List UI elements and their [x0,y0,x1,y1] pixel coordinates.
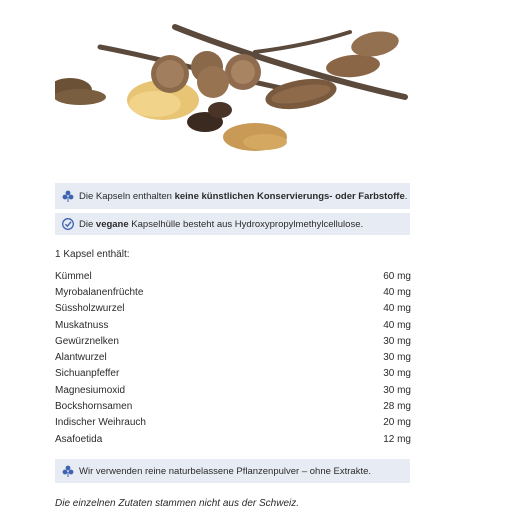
ingredient-amount: 30 mg [383,352,411,364]
ingredient-name: Muskatnuss [55,319,109,331]
ingredient-amount: 30 mg [383,368,411,380]
note-text: Die vegane Kapselhülle besteht aus Hydroxypropylmethylcellulose. [79,218,364,230]
ingredient-row [55,333,411,349]
ingredient-row [55,366,411,382]
ingredient-name: Bockshornsamen [55,401,133,413]
note-text: Die Kapseln enthalten keine künstlichen Konservierungs- oder Farbstoffe. [79,190,408,202]
ingredients-intro: 1 Kapsel enthält: [55,249,130,260]
ingredient-name: Sichuanpfeffer [55,368,120,380]
ingredient-amount: 28 mg [383,401,411,413]
vegan-check-icon [62,218,74,230]
leaf-icon [62,465,74,477]
spices-illustration [55,22,411,162]
ingredient-row [55,317,411,333]
ingredient-amount: 30 mg [383,335,411,347]
ingredient-row [55,382,411,398]
ingredient-row [55,301,411,317]
ingredient-name: Gewürznelken [55,335,119,347]
ingredient-name: Myrobalanenfrüchte [55,286,144,298]
info-note-pure-powders [55,459,410,483]
ingredient-amount: 12 mg [383,433,411,445]
ingredient-row [55,398,411,414]
origin-footnote: Die einzelnen Zutaten stammen nicht aus der Schweiz. [55,498,300,509]
ingredient-name: Alantwurzel [55,352,107,364]
ingredient-row [55,268,411,284]
ingredient-amount: 30 mg [383,384,411,396]
ingredient-row [55,284,411,300]
note-text: Wir verwenden reine naturbelassene Pflanzenpulver – ohne Extrakte. [79,465,372,477]
ingredient-row [55,415,411,431]
ingredient-row [55,349,411,365]
leaf-icon [62,190,74,202]
ingredient-amount: 40 mg [383,303,411,315]
ingredient-amount: 20 mg [383,417,411,429]
ingredient-name: Süssholzwurzel [55,303,125,315]
ingredient-name: Indischer Weihrauch [55,417,146,429]
ingredient-name: Kümmel [55,270,92,282]
info-note-no-additives [55,183,410,209]
ingredient-amount: 40 mg [383,286,411,298]
ingredient-name: Asafoetida [55,433,103,445]
ingredient-name: Magnesiumoxid [55,384,126,396]
ingredient-amount: 60 mg [383,270,411,282]
ingredient-amount: 40 mg [383,319,411,331]
info-note-vegan-capsule [55,213,410,235]
ingredients-table [55,268,411,447]
ingredient-row [55,431,411,447]
